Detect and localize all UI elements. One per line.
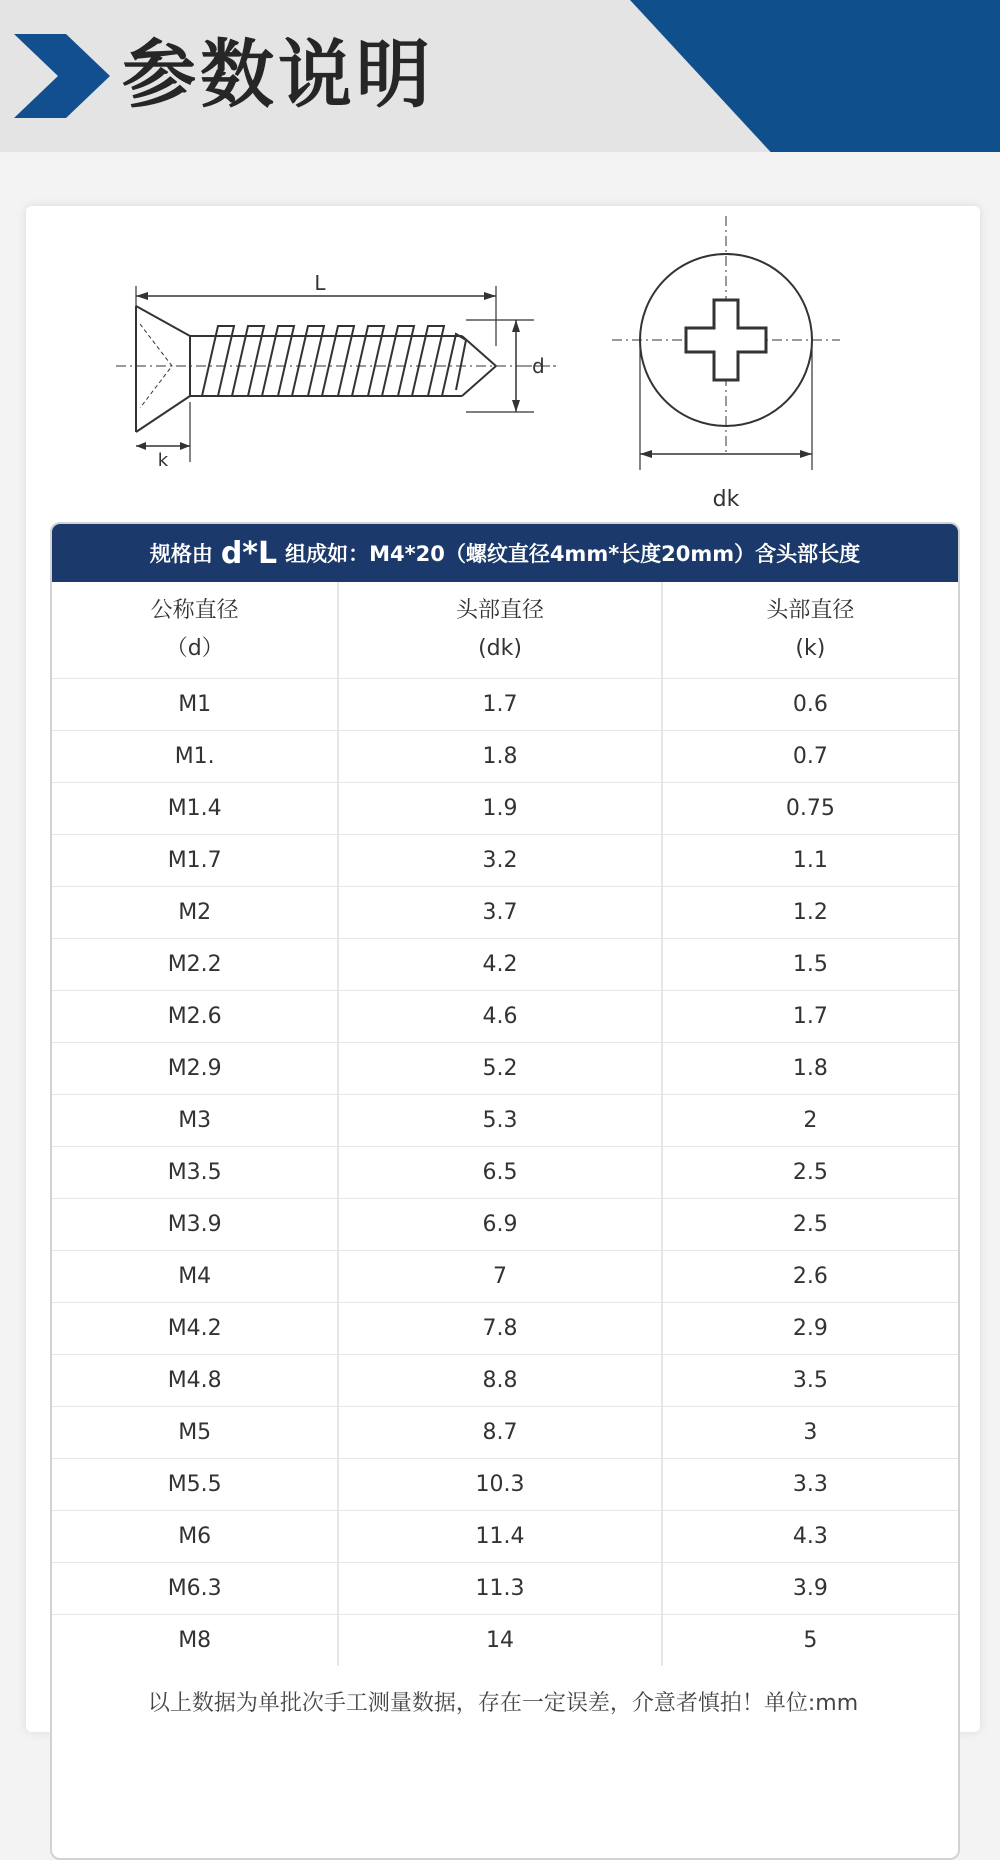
label-k: k <box>157 450 169 471</box>
table-cell: 11.4 <box>337 1511 662 1562</box>
table-row <box>52 1406 958 1458</box>
table-row <box>52 678 958 730</box>
footnote: 以上数据为单批次手工测量数据，存在一定误差，介意者慎拍！单位:mm <box>147 1691 859 1716</box>
table-cell: M6.3 <box>167 1576 222 1601</box>
header-banner <box>0 0 1000 152</box>
spec-card <box>26 206 980 1732</box>
column-header <box>337 582 662 678</box>
table-cell: 2.5 <box>792 1160 828 1185</box>
table-cell: 4.3 <box>792 1524 828 1549</box>
table-row <box>52 782 958 834</box>
table-cell: M3.5 <box>167 1160 222 1185</box>
table-body <box>52 678 958 1666</box>
table-cell: 14 <box>337 1615 662 1666</box>
label-dk: dk <box>712 487 740 512</box>
table-caption <box>52 524 958 582</box>
table-cell: 3 <box>803 1420 818 1445</box>
table-cell: M8 <box>178 1628 212 1653</box>
table-row <box>52 1042 958 1094</box>
column-name: 公称直径 <box>150 598 239 623</box>
spec-table <box>50 522 960 1860</box>
column-header-row <box>52 582 958 678</box>
label-L: L <box>314 271 326 295</box>
column-name: 头部直径 <box>766 598 855 623</box>
table-cell: 1.2 <box>792 900 828 925</box>
table-cell: M1 <box>178 692 212 717</box>
table-cell: 0.75 <box>785 796 835 821</box>
caption-suffix: 组成如：M4*20（螺纹直径4mm*长度20mm）含头部长度 <box>285 542 861 566</box>
table-cell: 8.8 <box>337 1355 662 1406</box>
table-row <box>52 1250 958 1302</box>
table-row <box>52 1354 958 1406</box>
table-row <box>52 834 958 886</box>
column-unit: (dk) <box>478 636 522 661</box>
column-unit: (k) <box>795 636 826 661</box>
table-cell: 5.2 <box>337 1043 662 1094</box>
table-cell: 1.5 <box>792 952 828 977</box>
table-cell: M3 <box>178 1108 212 1133</box>
column-header <box>52 582 337 678</box>
table-row <box>52 1198 958 1250</box>
caption-prefix: 规格由 <box>149 542 213 566</box>
table-row <box>52 1094 958 1146</box>
table-cell: 3.7 <box>337 887 662 938</box>
table-row <box>52 1146 958 1198</box>
table-cell: M2.6 <box>167 1004 222 1029</box>
table-cell: 1.8 <box>337 731 662 782</box>
page-title: 参数说明 <box>122 32 434 118</box>
table-cell: 4.2 <box>337 939 662 990</box>
column-unit: （d） <box>165 636 224 661</box>
table-cell: M5 <box>178 1420 212 1445</box>
table-cell: M2.9 <box>167 1056 222 1081</box>
table-cell: 10.3 <box>337 1459 662 1510</box>
table-cell: 1.7 <box>792 1004 828 1029</box>
table-cell: M1. <box>174 744 215 769</box>
table-cell: 7.8 <box>337 1303 662 1354</box>
table-cell: 2 <box>803 1108 818 1133</box>
table-cell: 2.9 <box>792 1316 828 1341</box>
screw-diagram <box>26 206 980 526</box>
table-cell: 0.6 <box>792 692 828 717</box>
table-cell: 2.6 <box>792 1264 828 1289</box>
table-cell: M2.2 <box>167 952 222 977</box>
table-row <box>52 1458 958 1510</box>
column-header <box>663 582 958 678</box>
table-cell: 0.7 <box>792 744 828 769</box>
table-cell: 2.5 <box>792 1212 828 1237</box>
label-d: d <box>532 354 545 378</box>
table-cell: 3.9 <box>792 1576 828 1601</box>
table-row <box>52 990 958 1042</box>
table-cell: M1.4 <box>167 796 222 821</box>
table-row <box>52 938 958 990</box>
table-row <box>52 886 958 938</box>
table-cell: 6.9 <box>337 1199 662 1250</box>
table-row <box>52 730 958 782</box>
table-row <box>52 1302 958 1354</box>
table-cell: 3.3 <box>792 1472 828 1497</box>
table-cell: M1.7 <box>167 848 222 873</box>
table-cell: 3.5 <box>792 1368 828 1393</box>
table-cell: 5.3 <box>337 1095 662 1146</box>
caption-dl: d*L <box>220 535 278 571</box>
table-cell: 1.7 <box>337 679 662 730</box>
table-cell: 4.6 <box>337 991 662 1042</box>
table-cell: 3.2 <box>337 835 662 886</box>
table-cell: 1.9 <box>337 783 662 834</box>
table-cell: M4 <box>178 1264 212 1289</box>
table-cell: M5.5 <box>167 1472 222 1497</box>
table-cell: M6 <box>178 1524 212 1549</box>
table-cell: 1.1 <box>792 848 828 873</box>
table-cell: M4.8 <box>167 1368 222 1393</box>
table-cell: 1.8 <box>792 1056 828 1081</box>
table-row <box>52 1614 958 1666</box>
chevron-right-icon <box>14 34 114 118</box>
column-name: 头部直径 <box>456 598 545 623</box>
banner-blue-shape <box>630 0 1000 152</box>
table-cell: 6.5 <box>337 1147 662 1198</box>
table-cell: 5 <box>803 1628 818 1653</box>
table-cell: M3.9 <box>167 1212 222 1237</box>
table-cell: 7 <box>337 1251 662 1302</box>
table-cell: 8.7 <box>337 1407 662 1458</box>
table-row <box>52 1510 958 1562</box>
table-row <box>52 1562 958 1614</box>
table-cell: M2 <box>178 900 212 925</box>
table-cell: M4.2 <box>167 1316 222 1341</box>
table-cell: 11.3 <box>337 1563 662 1614</box>
